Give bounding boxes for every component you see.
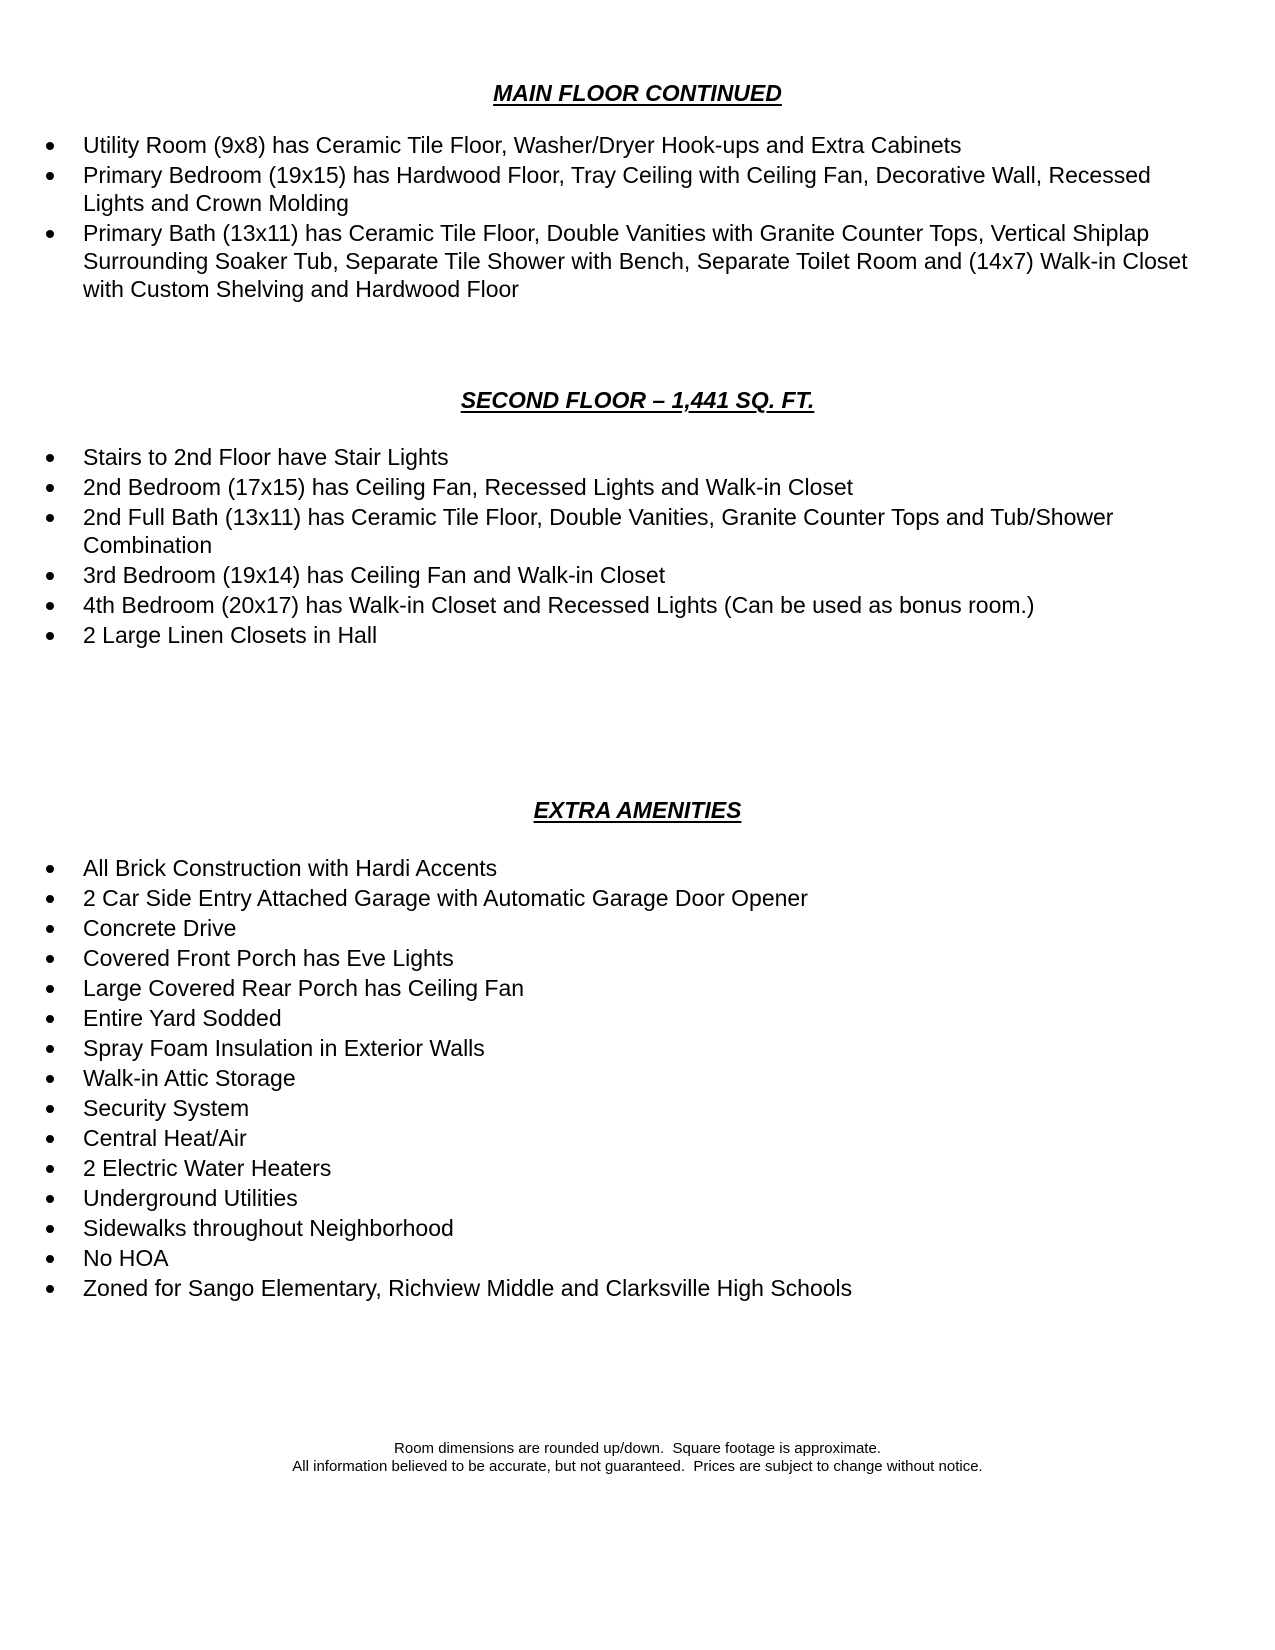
bullet-icon bbox=[46, 572, 54, 580]
bullet-icon bbox=[46, 602, 54, 610]
list-item-text: Covered Front Porch has Eve Lights bbox=[83, 945, 454, 971]
list-item-text: Stairs to 2nd Floor have Stair Lights bbox=[83, 444, 449, 470]
section-heading-main-floor: MAIN FLOOR CONTINUED bbox=[493, 80, 782, 106]
list-item-text: 2nd Full Bath (13x11) has Ceramic Tile Floor, Double Vanities, Granite Counter Tops and Tub/Shower Combination bbox=[83, 504, 1114, 558]
list-item-text: 2 Car Side Entry Attached Garage with Automatic Garage Door Opener bbox=[83, 885, 808, 911]
list-item-text: Walk-in Attic Storage bbox=[83, 1065, 296, 1091]
list-item bbox=[0, 473, 1275, 501]
list-item bbox=[0, 503, 1275, 559]
bullet-icon bbox=[46, 955, 54, 963]
list-item bbox=[0, 561, 1275, 589]
list-item bbox=[0, 974, 1275, 1002]
list-item bbox=[0, 914, 1275, 942]
footer-disclaimer bbox=[0, 1440, 1275, 1476]
list-item-text: Entire Yard Sodded bbox=[83, 1005, 282, 1031]
bullet-icon bbox=[46, 1255, 54, 1263]
list-main-floor bbox=[0, 131, 1275, 305]
bullet-icon bbox=[46, 230, 54, 238]
list-item bbox=[0, 1244, 1275, 1272]
list-item-text: All Brick Construction with Hardi Accents bbox=[83, 855, 498, 881]
list-item bbox=[0, 854, 1275, 882]
bullet-icon bbox=[46, 1165, 54, 1173]
list-item bbox=[0, 1034, 1275, 1062]
footer-line-2: All information believed to be accurate, but not guaranteed. Prices are subject to change without notice. bbox=[292, 1458, 983, 1475]
section-heading-extra-amenities: EXTRA AMENITIES bbox=[533, 797, 742, 823]
list-item-text: Spray Foam Insulation in Exterior Walls bbox=[83, 1035, 485, 1061]
list-item-text: Primary Bedroom (19x15) has Hardwood Floor, Tray Ceiling with Ceiling Fan, Decorative Wall, Recessed Lights and Crown Molding bbox=[83, 162, 1151, 216]
bullet-icon bbox=[46, 1285, 54, 1293]
list-second-floor bbox=[0, 443, 1275, 651]
list-item bbox=[0, 621, 1275, 649]
list-item-text: No HOA bbox=[83, 1245, 169, 1271]
list-item-text: 3rd Bedroom (19x14) has Ceiling Fan and Walk-in Closet bbox=[83, 562, 666, 588]
list-item-text: Security System bbox=[83, 1095, 250, 1121]
bullet-icon bbox=[46, 1075, 54, 1083]
list-item bbox=[0, 1214, 1275, 1242]
list-item-text: 2 Large Linen Closets in Hall bbox=[83, 622, 378, 648]
bullet-icon bbox=[46, 1135, 54, 1143]
list-item-text: Concrete Drive bbox=[83, 915, 237, 941]
list-item-text: Utility Room (9x8) has Ceramic Tile Floor, Washer/Dryer Hook-ups and Extra Cabinets bbox=[83, 132, 962, 158]
list-item bbox=[0, 1154, 1275, 1182]
bullet-icon bbox=[46, 865, 54, 873]
bullet-icon bbox=[46, 514, 54, 522]
bullet-icon bbox=[46, 454, 54, 462]
list-item bbox=[0, 131, 1275, 159]
list-item-text: Zoned for Sango Elementary, Richview Middle and Clarksville High Schools bbox=[83, 1275, 853, 1301]
bullet-icon bbox=[46, 1015, 54, 1023]
bullet-icon bbox=[46, 1045, 54, 1053]
list-item-text: Underground Utilities bbox=[83, 1185, 298, 1211]
list-item bbox=[0, 944, 1275, 972]
list-item-text: Large Covered Rear Porch has Ceiling Fan bbox=[83, 975, 525, 1001]
list-item bbox=[0, 1184, 1275, 1212]
bullet-icon bbox=[46, 895, 54, 903]
list-item-text: Primary Bath (13x11) has Ceramic Tile Floor, Double Vanities with Granite Counter Tops, Vertical Shiplap Surrounding Soaker Tub, Separate Tile Shower with Bench, Separate Toilet Room and (14x7) Walk-in Closet with Custom Shelving and Hardwood Floor bbox=[83, 220, 1188, 302]
footer-line-1: Room dimensions are rounded up/down. Square footage is approximate. bbox=[394, 1440, 881, 1457]
list-item bbox=[0, 161, 1275, 217]
list-item-text: Central Heat/Air bbox=[83, 1125, 247, 1151]
bullet-icon bbox=[46, 1105, 54, 1113]
list-item-text: Sidewalks throughout Neighborhood bbox=[83, 1215, 454, 1241]
list-item-text: 2nd Bedroom (17x15) has Ceiling Fan, Recessed Lights and Walk-in Closet bbox=[83, 474, 854, 500]
list-item-text: 2 Electric Water Heaters bbox=[83, 1155, 332, 1181]
list-item bbox=[0, 1274, 1275, 1302]
bullet-icon bbox=[46, 142, 54, 150]
list-item bbox=[0, 1004, 1275, 1032]
bullet-icon bbox=[46, 172, 54, 180]
bullet-icon bbox=[46, 925, 54, 933]
list-item-text: 4th Bedroom (20x17) has Walk-in Closet and Recessed Lights (Can be used as bonus room.) bbox=[83, 592, 1035, 618]
bullet-icon bbox=[46, 632, 54, 640]
section-heading-second-floor: SECOND FLOOR – 1,441 SQ. FT. bbox=[460, 387, 815, 413]
bullet-icon bbox=[46, 484, 54, 492]
list-item bbox=[0, 1124, 1275, 1152]
list-item bbox=[0, 443, 1275, 471]
list-item bbox=[0, 1094, 1275, 1122]
bullet-icon bbox=[46, 1195, 54, 1203]
bullet-icon bbox=[46, 1225, 54, 1233]
list-item bbox=[0, 591, 1275, 619]
list-item bbox=[0, 219, 1275, 303]
bullet-icon bbox=[46, 985, 54, 993]
list-item bbox=[0, 884, 1275, 912]
list-extra-amenities bbox=[0, 854, 1275, 1304]
list-item bbox=[0, 1064, 1275, 1092]
